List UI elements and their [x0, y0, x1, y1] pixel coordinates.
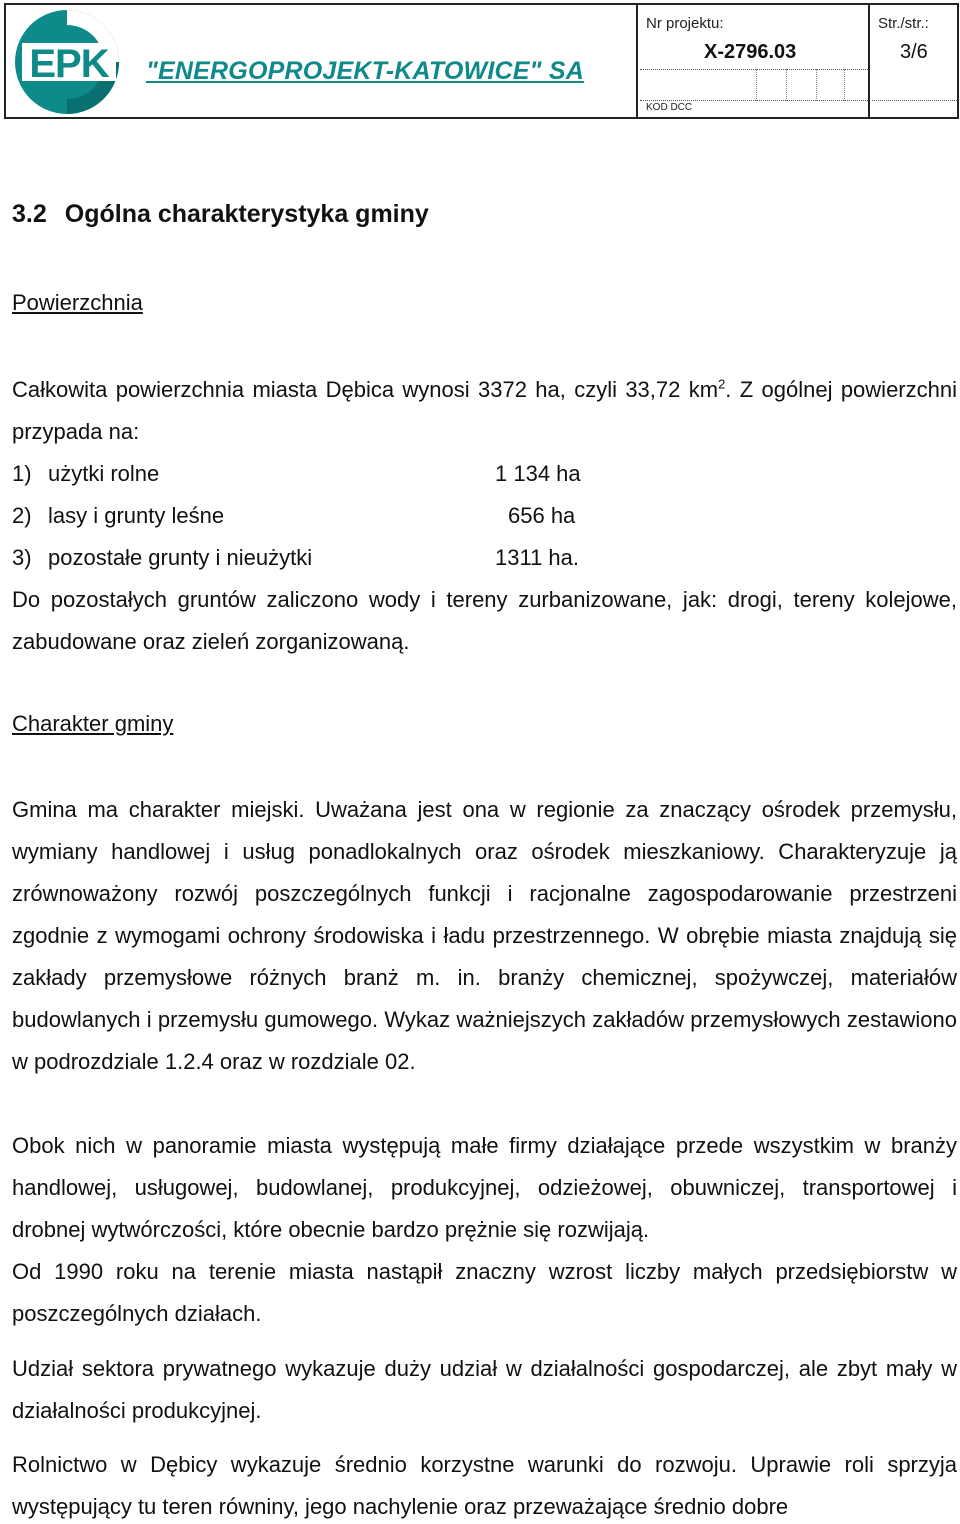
character-heading: Charakter gminy	[12, 711, 174, 736]
area-intro	[12, 369, 957, 453]
character-paragraph-1: Gmina ma charakter miejski. Uważana jest ona w regionie za znaczący ośrodek przemysłu, wymiany handlowej i usług ponadlokalnych oraz ośrodek mieszkaniowy. Charakteryzuje ją zrównoważony rozwój poszczególnych funkcji i racjonalne zagospodarowanie przestrzeni zgodnie z wymogami ochrony środowiska i ładu przestrzennego. W obrębie miasta znajdują się zakłady przemysłowe różnych branż m. in. branży chemicznej, spożywczej, materiałów budowlanych i przemysłu gumowego. Wykaz ważniejszych zakładów przemysłowych zestawiono w podrozdziale 1.2.4 oraz w rozdziale 02.	[12, 797, 957, 1074]
section-number: 3.2	[12, 200, 47, 228]
page-label: Str./str.:	[878, 15, 929, 32]
epk-logo-icon	[12, 7, 122, 117]
logo-cell	[6, 5, 638, 117]
list-item	[12, 453, 712, 495]
project-number-cell	[640, 5, 870, 117]
list-item-value: 1 134 ha	[495, 461, 581, 486]
kod-box	[816, 69, 817, 101]
area-intro-sup: 2	[718, 376, 726, 392]
character-paragraph-3: Od 1990 roku na terenie miasta nastąpił znaczny wzrost liczby małych przedsiębiorstw w poszczególnych działach.	[12, 1259, 957, 1326]
list-item-label: pozostałe grunty i nieużytki	[48, 545, 313, 570]
list-item-label: lasy i grunty leśne	[48, 503, 225, 528]
kod-dcc-label: KOD DCC	[646, 102, 693, 113]
page-value: 3/6	[900, 41, 928, 63]
list-item-index: 3)	[12, 545, 32, 570]
section-title-text: Ogólna charakterystyka gminy	[64, 200, 429, 228]
kod-box	[786, 69, 787, 101]
project-number: X-2796.03	[704, 41, 797, 63]
list-item-index: 2)	[12, 503, 32, 528]
divider	[872, 100, 959, 101]
list-item-index: 1)	[12, 461, 32, 486]
list-item-value: 656 ha	[508, 503, 576, 528]
area-intro-text-end: . Z ogólnej powierzchni przypada na:	[12, 377, 957, 444]
company-name: "ENERGOPROJEKT-KATOWICE" SA	[146, 57, 584, 85]
list-item	[12, 495, 712, 537]
list-item-value: 1311 ha.	[495, 545, 580, 570]
area-heading: Powierzchnia	[12, 290, 143, 315]
character-paragraph-4: Udział sektora prywatnego wykazuje duży udział w działalności gospodarczej, ale zbyt mały w działalności produkcyjnej.	[12, 1356, 957, 1423]
divider	[640, 100, 868, 101]
list-item-label: użytki rolne	[48, 461, 160, 486]
list-item	[12, 537, 712, 579]
logo-text: EPK	[29, 42, 109, 86]
project-label: Nr projektu:	[646, 15, 724, 32]
kod-box	[844, 69, 845, 101]
kod-box	[756, 69, 757, 101]
character-paragraph-2: Obok nich w panoramie miasta występują małe firmy działające przede wszystkim w branży handlowej, usługowej, budowlanej, produkcyjnej, odzieżowej, obuwniczej, transportowej i drobnej wytwórczości, które obecnie bardzo prężnie się rozwijają.	[12, 1133, 957, 1242]
kod-boxes	[640, 69, 868, 101]
area-note: Do pozostałych gruntów zaliczono wody i tereny zurbanizowane, jak: drogi, tereny kolejowe, zabudowane oraz zieleń zorganizowaną.	[12, 587, 957, 654]
page-number-cell	[872, 5, 959, 117]
section-title	[12, 200, 429, 229]
document-header	[4, 3, 959, 119]
area-intro-text: Całkowita powierzchnia miasta Dębica wynosi 3372 ha, czyli 33,72 km	[12, 377, 719, 402]
character-paragraph-5: Rolnictwo w Dębicy wykazuje średnio korzystne warunki do rozwoju. Uprawie roli sprzyja występujący tu teren równiny, jego nachylenie oraz przeważające średnio dobre	[12, 1452, 957, 1519]
